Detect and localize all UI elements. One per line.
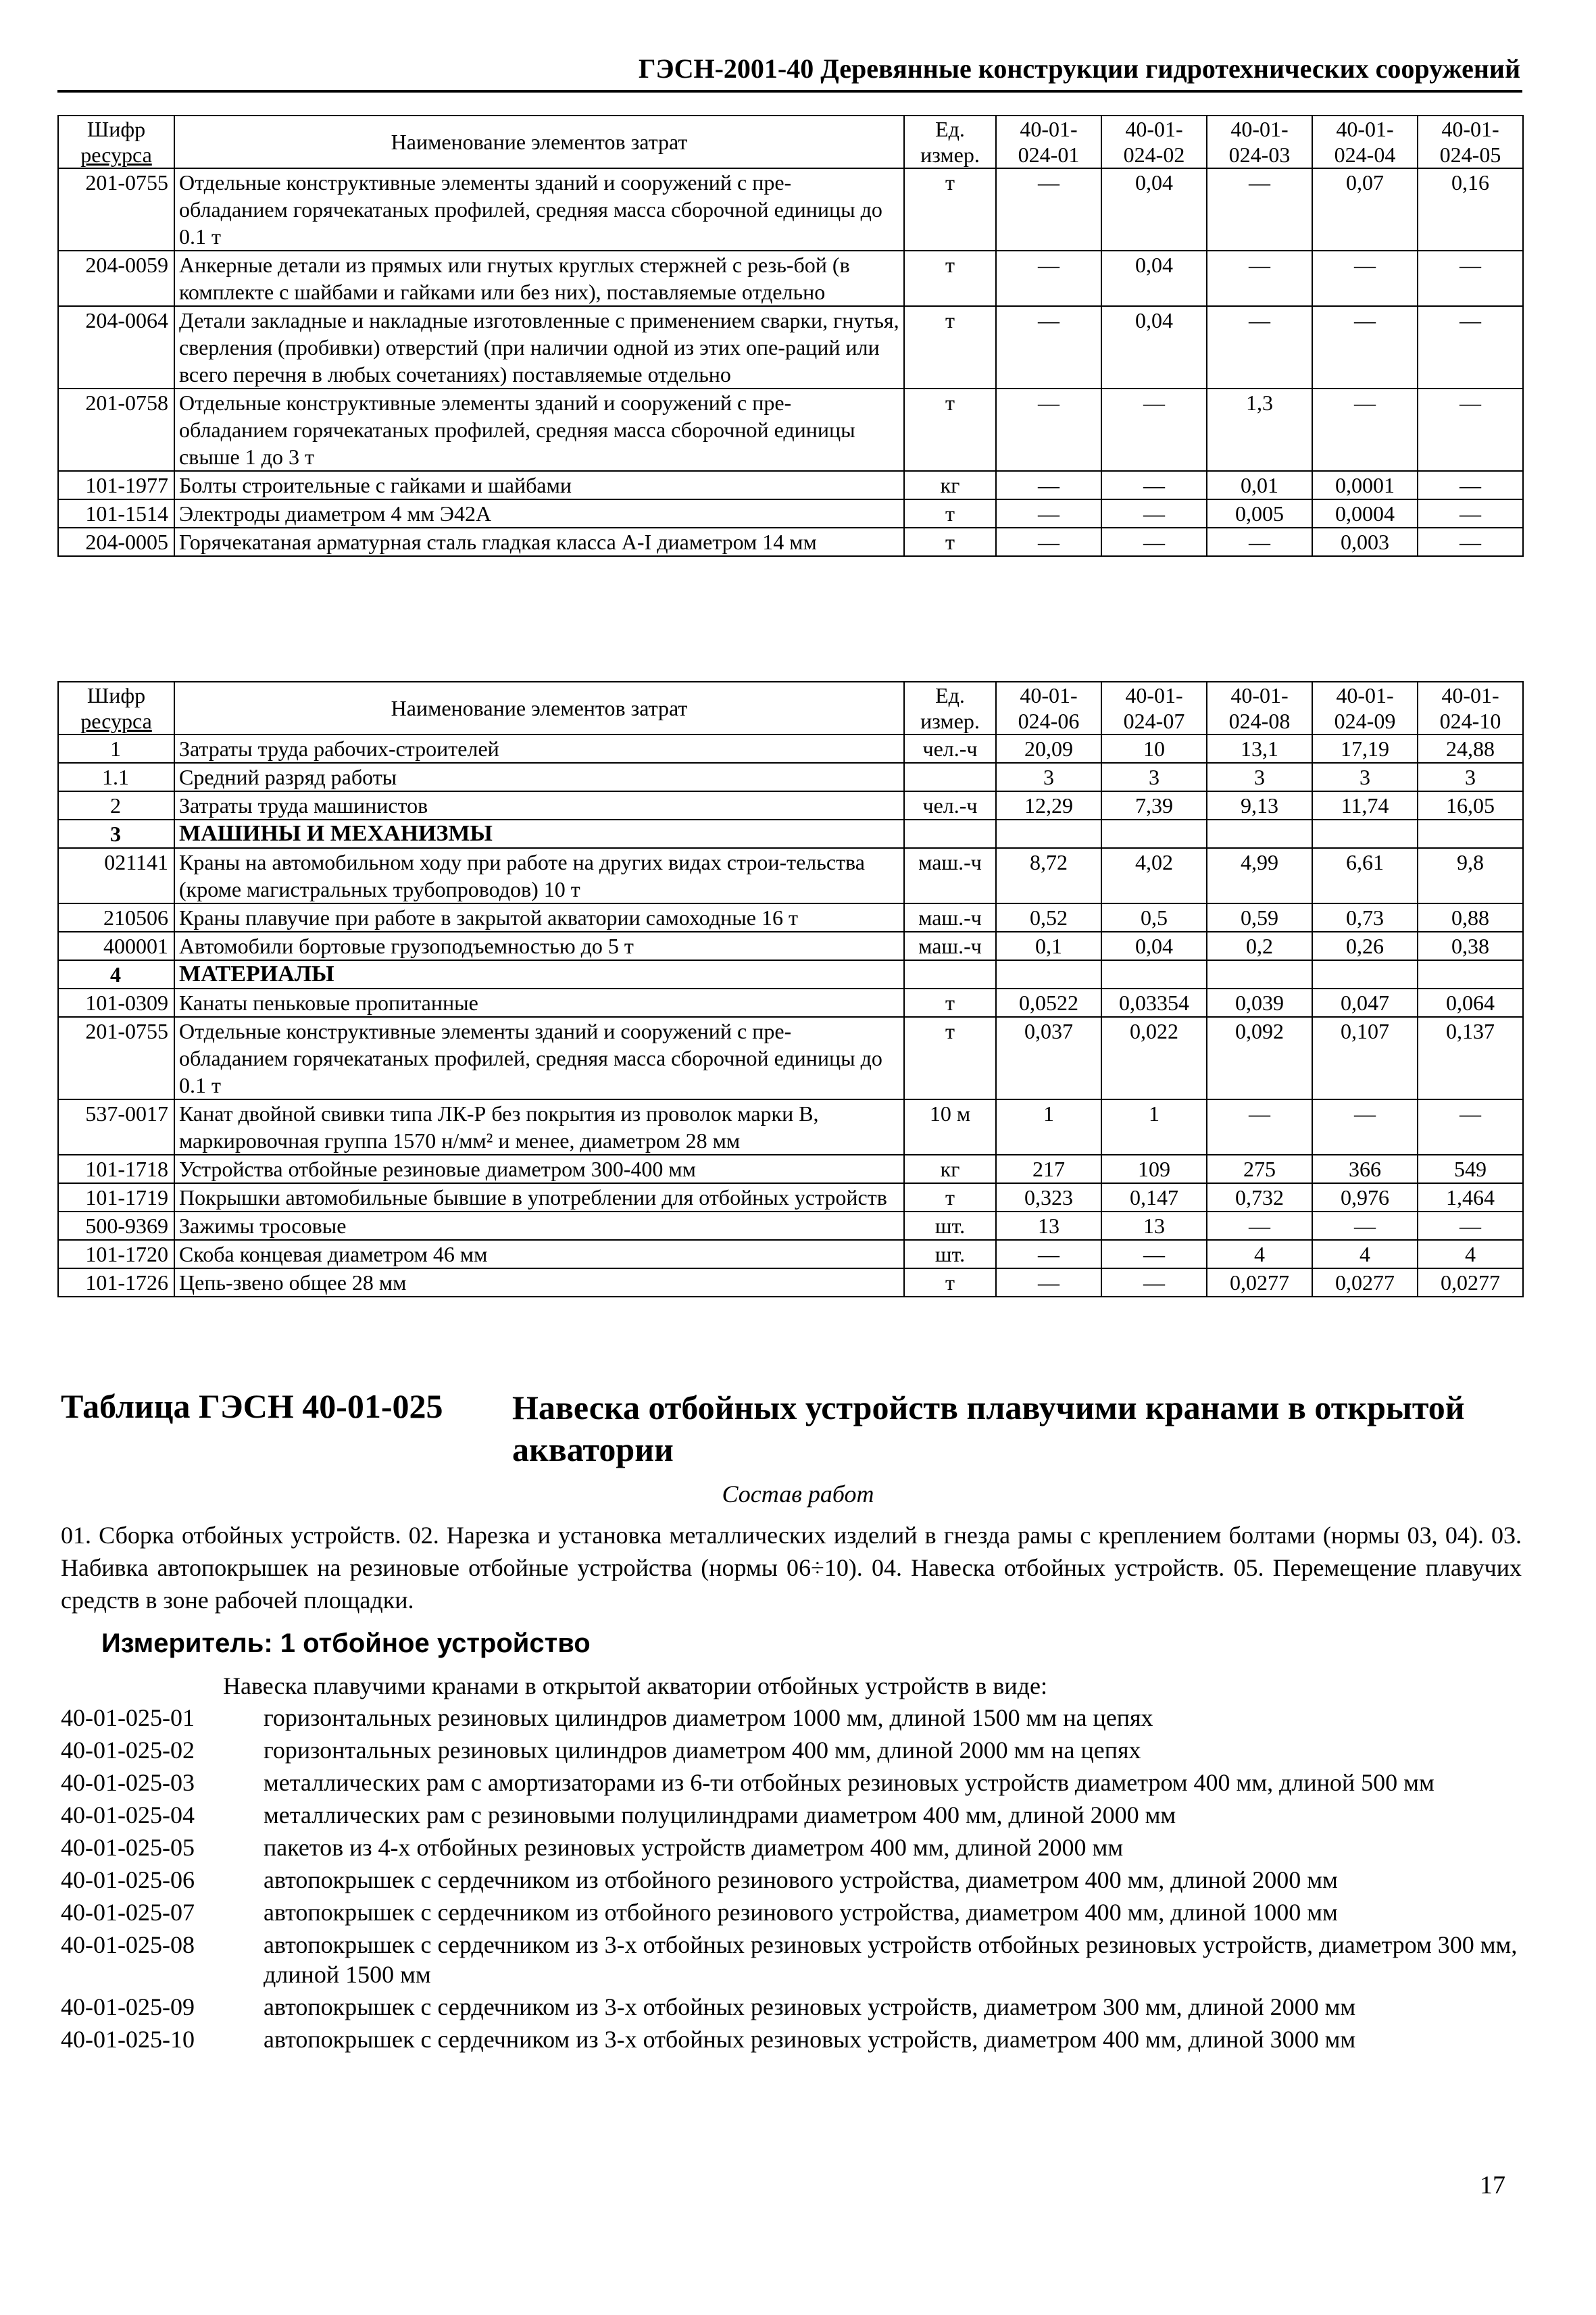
unit-cell: маш.-ч — [904, 848, 996, 903]
table-row — [58, 1183, 1523, 1212]
value-cell: 0,73 — [1312, 903, 1418, 932]
value-cell: 10 — [1101, 735, 1207, 763]
value-cell: 1,3 — [1207, 389, 1312, 471]
norm-code: 40-01-025-05 — [61, 1834, 195, 1861]
value-cell: — — [1312, 306, 1418, 389]
value-cell: 6,61 — [1312, 848, 1418, 903]
table-row — [58, 1017, 1523, 1099]
value-cell: 4,02 — [1101, 848, 1207, 903]
resource-code: 204-0005 — [58, 528, 174, 556]
resource-code: 201-0755 — [58, 1017, 174, 1099]
resource-name: Затраты труда рабочих-строителей — [174, 735, 904, 763]
resource-code: 101-1718 — [58, 1155, 174, 1183]
resource-name: Устройства отбойные резиновые диаметром 300-400 мм — [174, 1155, 904, 1183]
value-cell: 0,064 — [1418, 989, 1523, 1017]
norm-item — [61, 1833, 1527, 1862]
norm-item — [61, 1735, 1527, 1765]
unit-cell: маш.-ч — [904, 932, 996, 960]
norm-col-header: 40-01- 024-05 — [1418, 116, 1523, 168]
value-cell: 13 — [1101, 1212, 1207, 1240]
resource-name: МАШИНЫ И МЕХАНИЗМЫ — [174, 820, 904, 848]
value-cell: 11,74 — [1312, 791, 1418, 820]
resource-name: Затраты труда машинистов — [174, 791, 904, 820]
value-cell: 8,72 — [996, 848, 1101, 903]
meter-label: Измеритель: 1 отбойное устройство — [101, 1628, 591, 1658]
value-cell: 0,04 — [1101, 306, 1207, 389]
table-row — [58, 1099, 1523, 1155]
norm-code: 40-01-025-06 — [61, 1866, 195, 1893]
resource-name: Болты строительные с гайками и шайбами — [174, 471, 904, 499]
value-cell: — — [996, 168, 1101, 251]
value-cell: 0,005 — [1207, 499, 1312, 528]
value-cell: — — [996, 471, 1101, 499]
value-cell: 0,88 — [1418, 903, 1523, 932]
value-cell: — — [1101, 499, 1207, 528]
table-row — [58, 820, 1523, 848]
value-cell: 0,047 — [1312, 989, 1418, 1017]
value-cell: 549 — [1418, 1155, 1523, 1183]
resource-name: Отдельные конструктивные элементы зданий и сооружений с пре-обладанием горячекатаных профилей, средняя масса сборочной единицы до 0.1 т — [174, 1017, 904, 1099]
unit-cell: шт. — [904, 1240, 996, 1268]
resource-code: 500-9369 — [58, 1212, 174, 1240]
value-cell: 0,59 — [1207, 903, 1312, 932]
resource-name: Отдельные конструктивные элементы зданий и сооружений с пре-обладанием горячекатаных профилей, средняя масса сборочной единицы свыше 1 до 3 т — [174, 389, 904, 471]
value-cell: 4,99 — [1207, 848, 1312, 903]
norm-text: автопокрышек с сердечником из отбойного резинового устройства, диаметром 400 мм, длиной 1000 мм — [264, 1899, 1338, 1926]
unit-cell: т — [904, 389, 996, 471]
value-cell: 109 — [1101, 1155, 1207, 1183]
value-cell: — — [1312, 251, 1418, 306]
name-header: Наименование элементов затрат — [174, 116, 904, 168]
unit-cell: т — [904, 1017, 996, 1099]
resource-code: 537-0017 — [58, 1099, 174, 1155]
value-cell: — — [1418, 251, 1523, 306]
table-row — [58, 1155, 1523, 1183]
norm-item — [61, 1930, 1527, 1989]
table-row — [58, 168, 1523, 251]
value-cell: — — [1101, 1268, 1207, 1297]
unit-cell: т — [904, 528, 996, 556]
norm-item — [61, 1897, 1527, 1927]
value-cell: — — [1418, 1212, 1523, 1240]
resource-name: Зажимы тросовые — [174, 1212, 904, 1240]
unit-cell: т — [904, 499, 996, 528]
page-number: 17 — [1480, 2171, 1505, 2199]
resource-table-1 — [57, 115, 1524, 557]
norms-list — [61, 1703, 1527, 2057]
value-cell: — — [1312, 389, 1418, 471]
value-cell: — — [1101, 528, 1207, 556]
value-cell: 3 — [1312, 763, 1418, 791]
value-cell: 1 — [996, 1099, 1101, 1155]
resource-name: Горячекатаная арматурная сталь гладкая класса A-I диаметром 14 мм — [174, 528, 904, 556]
value-cell: — — [1207, 528, 1312, 556]
value-cell: 0,0004 — [1312, 499, 1418, 528]
unit-cell: кг — [904, 471, 996, 499]
value-cell: — — [1207, 168, 1312, 251]
table-row — [58, 763, 1523, 791]
value-cell: 0,16 — [1418, 168, 1523, 251]
norm-col-header: 40-01- 024-06 — [996, 682, 1101, 735]
value-cell: 0,01 — [1207, 471, 1312, 499]
value-cell: — — [1312, 1099, 1418, 1155]
resource-code: 4 — [58, 960, 174, 989]
resource-name: Электроды диаметром 4 мм Э42А — [174, 499, 904, 528]
value-cell — [996, 960, 1101, 989]
table-row — [58, 389, 1523, 471]
table-row — [58, 848, 1523, 903]
value-cell: 0,04 — [1101, 168, 1207, 251]
value-cell: — — [1207, 306, 1312, 389]
value-cell: 20,09 — [996, 735, 1101, 763]
resource-code: 210506 — [58, 903, 174, 932]
running-header: ГЭСН-2001-40 Деревянные конструкции гидротехнических сооружений — [639, 53, 1520, 84]
table-row — [58, 735, 1523, 763]
resource-code: 101-1720 — [58, 1240, 174, 1268]
value-cell: 0,07 — [1312, 168, 1418, 251]
value-cell: 0,039 — [1207, 989, 1312, 1017]
value-cell: 9,8 — [1418, 848, 1523, 903]
norm-text: автопокрышек с сердечником из 3-х отбойных резиновых устройств, диаметром 400 мм, длиной 3000 мм — [264, 2026, 1356, 2053]
table-row — [58, 791, 1523, 820]
unit-cell: 10 м — [904, 1099, 996, 1155]
norm-item — [61, 1768, 1527, 1797]
resource-name: Анкерные детали из прямых или гнутых круглых стержней с резь-бой (в комплекте с шайбами и гайками или без них), поставляемые отдельно — [174, 251, 904, 306]
table-header-row — [58, 682, 1523, 735]
value-cell: 12,29 — [996, 791, 1101, 820]
resource-name: Покрышки автомобильные бывшие в употреблении для отбойных устройств — [174, 1183, 904, 1212]
unit-cell: чел.-ч — [904, 791, 996, 820]
resource-code: 101-1726 — [58, 1268, 174, 1297]
unit-cell: т — [904, 989, 996, 1017]
value-cell: — — [996, 306, 1101, 389]
norm-text: автопокрышек с сердечником из 3-х отбойных резиновых устройств, диаметром 300 мм, длиной 2000 мм — [264, 1993, 1356, 2020]
norms-intro: Навеска плавучими кранами в открытой акватории отбойных устройств в виде: — [223, 1672, 1047, 1699]
value-cell: — — [996, 1268, 1101, 1297]
code-header: Шифр ресурса — [58, 682, 174, 735]
value-cell — [1207, 960, 1312, 989]
norm-col-header: 40-01- 024-10 — [1418, 682, 1523, 735]
value-cell: 0,732 — [1207, 1183, 1312, 1212]
resource-code: 101-1514 — [58, 499, 174, 528]
value-cell — [1101, 960, 1207, 989]
value-cell: 0,976 — [1312, 1183, 1418, 1212]
composition-title: Состав работ — [722, 1480, 874, 1508]
table-row — [58, 903, 1523, 932]
norm-code: 40-01-025-09 — [61, 1993, 195, 2020]
value-cell: 0,092 — [1207, 1017, 1312, 1099]
resource-code: 101-0309 — [58, 989, 174, 1017]
norm-code: 40-01-025-01 — [61, 1704, 195, 1731]
resource-code: 201-0758 — [58, 389, 174, 471]
table-row — [58, 1212, 1523, 1240]
value-cell — [1418, 820, 1523, 848]
norm-text: металлических рам с амортизаторами из 6-ти отбойных резиновых устройств диаметром 400 мм, длиной 500 мм — [264, 1769, 1435, 1796]
table-row — [58, 471, 1523, 499]
value-cell — [1207, 820, 1312, 848]
value-cell: 1 — [1101, 1099, 1207, 1155]
table-row — [58, 251, 1523, 306]
value-cell: 3 — [1418, 763, 1523, 791]
value-cell: 0,323 — [996, 1183, 1101, 1212]
unit-cell: маш.-ч — [904, 903, 996, 932]
value-cell: 0,107 — [1312, 1017, 1418, 1099]
resource-code: 1 — [58, 735, 174, 763]
value-cell: 13,1 — [1207, 735, 1312, 763]
value-cell — [1418, 960, 1523, 989]
value-cell: 0,037 — [996, 1017, 1101, 1099]
value-cell: — — [996, 389, 1101, 471]
value-cell: 0,1 — [996, 932, 1101, 960]
norm-code: 40-01-025-04 — [61, 1801, 195, 1828]
value-cell: — — [996, 528, 1101, 556]
table-label: Таблица ГЭСН 40-01-025 — [61, 1387, 443, 1425]
table-row — [58, 499, 1523, 528]
value-cell: 0,03354 — [1101, 989, 1207, 1017]
value-cell: — — [1418, 306, 1523, 389]
unit-header: Ед. измер. — [904, 116, 996, 168]
norm-code: 40-01-025-03 — [61, 1769, 195, 1796]
norm-item — [61, 1703, 1527, 1733]
value-cell — [1312, 960, 1418, 989]
resource-name: Краны на автомобильном ходу при работе на других видах строи-тельства (кроме магистральных трубопроводов) 10 т — [174, 848, 904, 903]
norm-col-header: 40-01- 024-09 — [1312, 682, 1418, 735]
value-cell: 0,003 — [1312, 528, 1418, 556]
norm-code: 40-01-025-10 — [61, 2026, 195, 2053]
value-cell: — — [1418, 471, 1523, 499]
value-cell: 13 — [996, 1212, 1101, 1240]
norm-code: 40-01-025-08 — [61, 1931, 195, 1958]
table-row — [58, 1240, 1523, 1268]
resource-code: 204-0059 — [58, 251, 174, 306]
norm-col-header: 40-01- 024-03 — [1207, 116, 1312, 168]
resource-code: 101-1719 — [58, 1183, 174, 1212]
unit-cell: кг — [904, 1155, 996, 1183]
unit-cell — [904, 960, 996, 989]
value-cell: — — [1101, 389, 1207, 471]
value-cell: 3 — [996, 763, 1101, 791]
resource-table-2 — [57, 681, 1524, 1297]
value-cell: 0,5 — [1101, 903, 1207, 932]
unit-cell: т — [904, 1183, 996, 1212]
resource-code: 1.1 — [58, 763, 174, 791]
value-cell: 1,464 — [1418, 1183, 1523, 1212]
composition-text: 01. Сборка отбойных устройств. 02. Нарезка и установка металлических изделий в гнезда рамы с креплением болтами (нормы 03, 04). 03. Набивка автопокрышек на резиновые отбойные устройства (нормы 06÷10). 04. Навеска отбойных устройств. 05. Перемещение плавучих средств в зоне рабочей площадки. — [61, 1522, 1522, 1614]
value-cell: 0,26 — [1312, 932, 1418, 960]
unit-header: Ед. измер. — [904, 682, 996, 735]
norm-item — [61, 1992, 1527, 2022]
value-cell: — — [1207, 251, 1312, 306]
value-cell: — — [996, 499, 1101, 528]
code-header: Шифр ресурса — [58, 116, 174, 168]
table-row — [58, 989, 1523, 1017]
value-cell: 24,88 — [1418, 735, 1523, 763]
value-cell: 0,0001 — [1312, 471, 1418, 499]
value-cell: 0,04 — [1101, 251, 1207, 306]
norm-text: металлических рам с резиновыми полуцилиндрами диаметром 400 мм, длиной 2000 мм — [264, 1801, 1176, 1828]
norm-col-header: 40-01- 024-01 — [996, 116, 1101, 168]
value-cell: — — [1101, 471, 1207, 499]
value-cell: 0,137 — [1418, 1017, 1523, 1099]
value-cell: — — [1207, 1099, 1312, 1155]
table-row — [58, 932, 1523, 960]
norm-text: горизонтальных резиновых цилиндров диаметром 1000 мм, длиной 1500 мм на цепях — [264, 1704, 1153, 1731]
resource-code: 201-0755 — [58, 168, 174, 251]
value-cell: 4 — [1418, 1240, 1523, 1268]
table-row — [58, 306, 1523, 389]
value-cell: — — [1418, 389, 1523, 471]
value-cell: 0,0277 — [1418, 1268, 1523, 1297]
resource-name: Канаты пеньковые пропитанные — [174, 989, 904, 1017]
table-header-row — [58, 116, 1523, 168]
value-cell: 0,2 — [1207, 932, 1312, 960]
resource-name: Канат двойной свивки типа ЛК-Р без покрытия из проволок марки В, маркировочная группа 1570 н/мм² и менее, диаметром 28 мм — [174, 1099, 904, 1155]
table-name: Навеска отбойных устройств плавучими кранами в открытой акватории — [512, 1389, 1465, 1468]
resource-name: Автомобили бортовые грузоподъемностью до 5 т — [174, 932, 904, 960]
value-cell — [1312, 820, 1418, 848]
value-cell: — — [1101, 1240, 1207, 1268]
resource-name: Краны плавучие при работе в закрытой акватории самоходные 16 т — [174, 903, 904, 932]
norm-text: пакетов из 4-х отбойных резиновых устройств диаметром 400 мм, длиной 2000 мм — [264, 1834, 1124, 1861]
table-row — [58, 528, 1523, 556]
resource-code: 3 — [58, 820, 174, 848]
resource-name: МАТЕРИАЛЫ — [174, 960, 904, 989]
norm-code: 40-01-025-02 — [61, 1737, 195, 1764]
table-row — [58, 960, 1523, 989]
unit-cell: т — [904, 168, 996, 251]
value-cell: 0,38 — [1418, 932, 1523, 960]
norm-col-header: 40-01- 024-08 — [1207, 682, 1312, 735]
norm-col-header: 40-01- 024-07 — [1101, 682, 1207, 735]
value-cell: 0,0277 — [1312, 1268, 1418, 1297]
value-cell: — — [996, 251, 1101, 306]
unit-cell: шт. — [904, 1212, 996, 1240]
value-cell: 275 — [1207, 1155, 1312, 1183]
resource-code: 101-1977 — [58, 471, 174, 499]
resource-name: Отдельные конструктивные элементы зданий и сооружений с пре-обладанием горячекатаных профилей, средняя масса сборочной единицы до 0.1 т — [174, 168, 904, 251]
resource-name: Средний разряд работы — [174, 763, 904, 791]
unit-cell — [904, 763, 996, 791]
norm-item — [61, 1865, 1527, 1895]
name-header: Наименование элементов затрат — [174, 682, 904, 735]
unit-cell: чел.-ч — [904, 735, 996, 763]
header-rule — [57, 90, 1522, 93]
resource-code: 2 — [58, 791, 174, 820]
value-cell: 4 — [1312, 1240, 1418, 1268]
resource-code: 400001 — [58, 932, 174, 960]
value-cell: 3 — [1207, 763, 1312, 791]
value-cell: 17,19 — [1312, 735, 1418, 763]
value-cell: — — [1207, 1212, 1312, 1240]
norm-item — [61, 2024, 1527, 2054]
value-cell — [996, 820, 1101, 848]
value-cell: 16,05 — [1418, 791, 1523, 820]
value-cell: 0,52 — [996, 903, 1101, 932]
resource-code: 021141 — [58, 848, 174, 903]
norm-text: горизонтальных резиновых цилиндров диаметром 400 мм, длиной 2000 мм на цепях — [264, 1737, 1141, 1764]
value-cell: 7,39 — [1101, 791, 1207, 820]
value-cell: 366 — [1312, 1155, 1418, 1183]
unit-cell: т — [904, 306, 996, 389]
unit-cell: т — [904, 1268, 996, 1297]
table-row — [58, 1268, 1523, 1297]
value-cell: 0,0277 — [1207, 1268, 1312, 1297]
value-cell: 4 — [1207, 1240, 1312, 1268]
resource-name: Скоба концевая диаметром 46 мм — [174, 1240, 904, 1268]
value-cell: 0,04 — [1101, 932, 1207, 960]
resource-name: Детали закладные и накладные изготовленные с применением сварки, гнутья, сверления (пробивки) отверстий (при наличии одной из этих опе-раций или всего перечня в любых сочетаниях) поставляемые отдельно — [174, 306, 904, 389]
value-cell: 0,022 — [1101, 1017, 1207, 1099]
resource-code: 204-0064 — [58, 306, 174, 389]
norm-text: автопокрышек с сердечником из отбойного резинового устройства, диаметром 400 мм, длиной 2000 мм — [264, 1866, 1338, 1893]
norm-col-header: 40-01- 024-02 — [1101, 116, 1207, 168]
value-cell — [1101, 820, 1207, 848]
value-cell: — — [1312, 1212, 1418, 1240]
value-cell: 217 — [996, 1155, 1101, 1183]
unit-cell: т — [904, 251, 996, 306]
value-cell: 0,147 — [1101, 1183, 1207, 1212]
norm-code: 40-01-025-07 — [61, 1899, 195, 1926]
norm-col-header: 40-01- 024-04 — [1312, 116, 1418, 168]
value-cell: — — [1418, 1099, 1523, 1155]
value-cell: 9,13 — [1207, 791, 1312, 820]
norm-text: автопокрышек с сердечником из 3-х отбойных резиновых устройств отбойных резиновых устройств, диаметром 300 мм, длиной 1500 мм — [264, 1931, 1518, 1988]
value-cell: — — [996, 1240, 1101, 1268]
resource-name: Цепь-звено общее 28 мм — [174, 1268, 904, 1297]
value-cell: 0,0522 — [996, 989, 1101, 1017]
value-cell: — — [1418, 499, 1523, 528]
norm-item — [61, 1800, 1527, 1830]
value-cell: — — [1418, 528, 1523, 556]
value-cell: 3 — [1101, 763, 1207, 791]
unit-cell — [904, 820, 996, 848]
